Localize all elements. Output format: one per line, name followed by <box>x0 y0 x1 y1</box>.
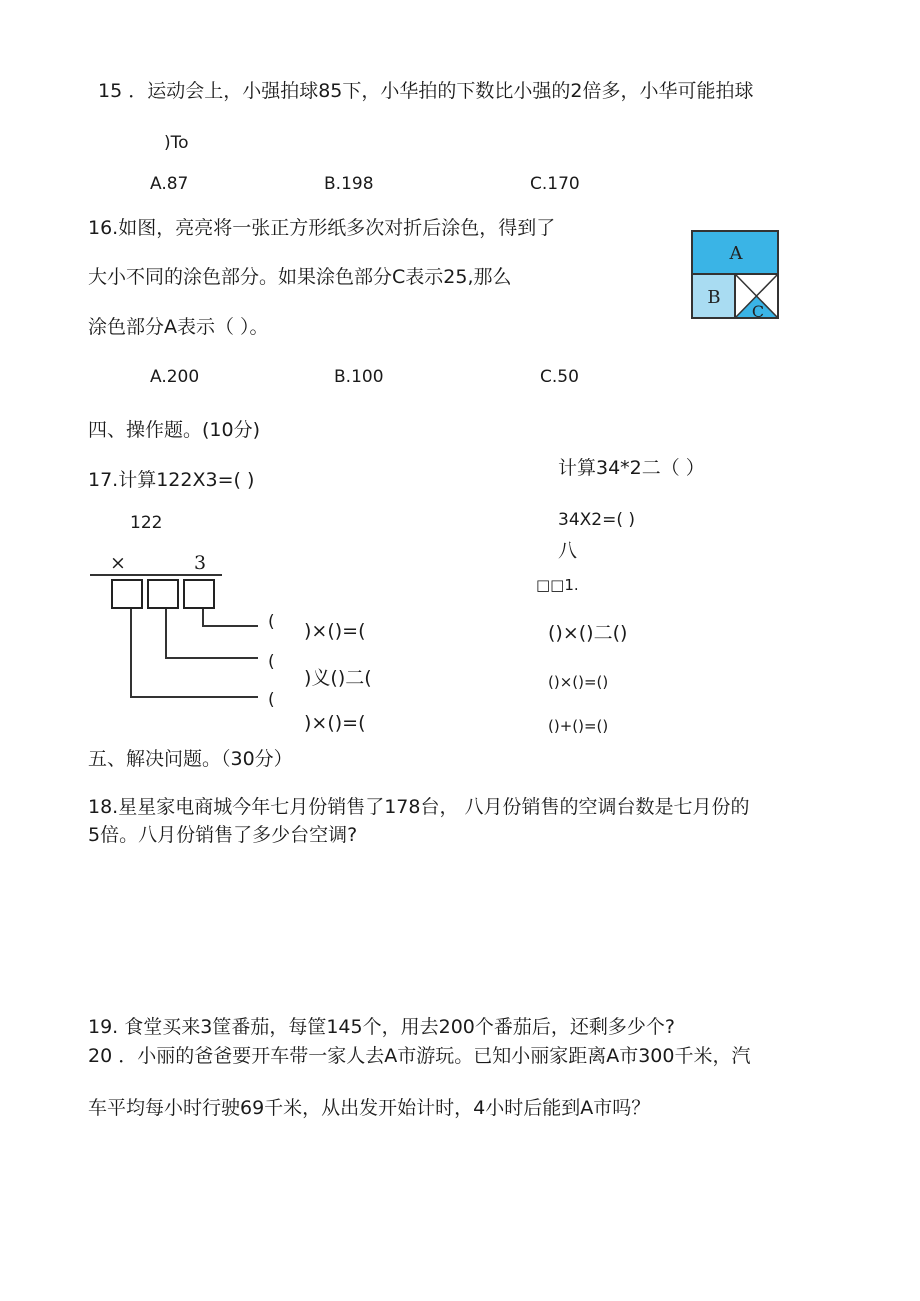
left-eq-row3: )×()=( <box>304 712 366 734</box>
multiplier: 3 <box>194 552 207 574</box>
label-b: B <box>707 287 721 308</box>
q15-option-c: C.170 <box>530 174 580 194</box>
right-line2: 34X2=( ) <box>558 510 636 530</box>
blank-paren-2: ( <box>268 652 275 672</box>
q16-option-c: C.50 <box>540 367 579 387</box>
right-small: □□1. <box>536 576 579 594</box>
right-eq-row3: ()+()=() <box>548 717 609 735</box>
q18-line1: 18.星星家电商城今年七月份销售了178台， 八月份销售的空调台数是七月份的 <box>88 796 750 818</box>
section4-heading: 四、操作题。(10分) <box>88 419 261 441</box>
q16-line3: 涂色部分A表示（ ）。 <box>88 316 269 338</box>
right-char: 八 <box>558 540 578 562</box>
times-sign: × <box>110 552 126 574</box>
answer-box-ones[interactable] <box>183 579 215 609</box>
q20-line1: 20 ．小丽的爸爸要开车带一家人去A市游玩。已知小丽家距离A市300千米，汽 <box>88 1045 751 1067</box>
right-eq-row1: ()×()二() <box>548 622 628 644</box>
label-a: A <box>729 243 743 264</box>
left-eq-row1: )×()=( <box>304 620 366 642</box>
connector-ones <box>202 625 258 627</box>
multiplicand: 122 <box>130 513 163 533</box>
q16-line1: 16.如图，亮亮将一张正方形纸多次对折后涂色，得到了 <box>88 217 556 239</box>
sum-line <box>90 574 222 576</box>
q20-line2: 车平均每小时行驶69千米，从出发开始计时，4小时后能到A市吗？ <box>88 1097 651 1119</box>
q16-option-b: B.100 <box>334 367 384 387</box>
q18-line2: 5倍。八月份销售了多少台空调? <box>88 824 358 846</box>
folded-square-figure <box>690 229 782 321</box>
blank-paren-3: ( <box>268 690 275 710</box>
connector-hundreds <box>130 696 258 698</box>
blank-paren-1: ( <box>268 612 275 632</box>
q16-option-a: A.200 <box>150 367 200 387</box>
q17-cut-line: 17.计算122X3=( ) <box>88 469 255 491</box>
connector-tens <box>165 657 258 659</box>
label-c: C <box>751 302 765 321</box>
q16-line2: 大小不同的涂色部分。如果涂色部分C表示25,那么 <box>88 266 512 288</box>
q19-text: 19. 食堂买来3筐番茄，每筐145个，用去200个番茄后，还剩多少个? <box>88 1016 675 1038</box>
right-eq-row2: ()×()=() <box>548 673 609 691</box>
left-eq-row2: )义()二( <box>304 667 372 689</box>
q15-option-a: A.87 <box>150 174 189 194</box>
answer-box-tens[interactable] <box>147 579 179 609</box>
right-title: 计算34*2二（ ） <box>558 457 705 479</box>
q15-line1: 15 ．运动会上，小强拍球85下，小华拍的下数比小强的2倍多，小华可能拍球 <box>98 80 754 102</box>
q15-line2: )To <box>164 133 189 153</box>
section5-heading: 五、解决问题。（30分） <box>88 748 293 770</box>
answer-box-hundreds[interactable] <box>111 579 143 609</box>
q15-option-b: B.198 <box>324 174 374 194</box>
